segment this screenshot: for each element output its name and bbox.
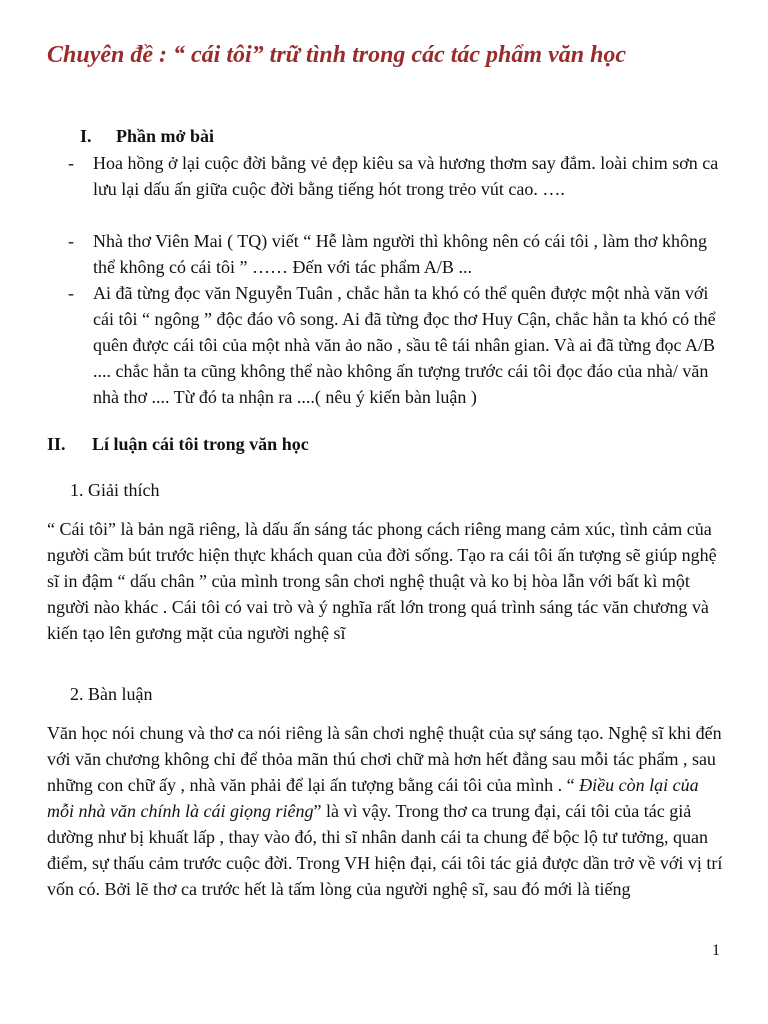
subsection-1-label: 1. Giải thích — [70, 480, 160, 500]
bullet-item-3: Ai đã từng đọc văn Nguyễn Tuân , chắc hẳn ta khó có thể quên được một nhà văn với cái tôi “ ngông ” độc đáo vô song. Ai đã từng đọc thơ Huy Cận, chắc hẳn ta khó có thể quên được cái tôi của một nhà văn ảo não , sầu tê tái nhân gian. Và ai đã từng đọc A/B .... chắc hẳn ta cũng không thể nào không ấn tượng trước cái tôi đọc đáo của nhà/ văn nhà thơ .... Từ đó ta nhận ra ....( nêu ý kiến bàn luận ) — [93, 283, 716, 407]
paragraph-text-a: Văn học nói chung và thơ ca nói riêng là sân chơi nghệ thuật của sự sáng tạo. Nghệ sĩ khi đến với văn chương không chỉ để thỏa mãn thú chơi chữ mà hơn hết đẳng sau mỗi tác phẩm , sau những con chữ ấy , nhà văn phải để lại ấn tượng bằng cái tôi của mình . “ — [47, 723, 722, 795]
subsection-2-paragraph — [47, 720, 727, 902]
page-number: 1 — [712, 942, 720, 959]
subsection-1-paragraph: “ Cái tôi” là bản ngã riêng, là dấu ấn sáng tác phong cách riêng mang cảm xúc, tình cảm của người cầm bút trước hiện thực khách quan của đời sống. Tạo ra cái tôi ấn tượng sẽ giúp nghệ sĩ in đậm “ dấu chân ” của mình trong sân chơi nghệ thuật và ko bị hòa lẫn với bất kì một người nào khác . Cái tôi có vai trò và ý nghĩa rất lớn trong quá trình sáng tác văn chương và kiến tạo lên gương mặt của người nghệ sĩ — [47, 519, 717, 643]
paragraph-text-b: ” là vì vậy. Trong thơ ca trung đại, cái tôi của tác giả dường như bị khuất lấp , thay vào đó, thi sĩ nhân danh cái ta chung để bộc lộ tư tưởng, quan điểm, sự thấu cảm trước cuộc đời. Trong VH hiện đại, cái tôi tác giả được dần trở về với vị trí vốn có. Bởi lẽ thơ ca trước hết là tấm lòng của người nghệ sĩ, sau đó mới là tiếng — [47, 801, 723, 899]
section-1-title: Phần mở bài — [116, 126, 214, 146]
section-2-number: II. — [47, 434, 66, 454]
bullet-item-1: Hoa hồng ở lại cuộc đời bằng vẻ đẹp kiêu sa và hương thơm say đắm. loài chim sơn ca lưu lại dấu ấn giữa cuộc đời bằng tiếng hót trong trẻo vút cao. …. — [93, 153, 719, 199]
subsection-2-label: 2. Bàn luận — [70, 684, 153, 704]
quoted-phrase: Điều còn lại của mỗi nhà văn chính là cái giọng riêng — [47, 775, 699, 821]
section-2-title: Lí luận cái tôi trong văn học — [92, 434, 309, 454]
page-title: Chuyên đề : “ cái tôi” trữ tình trong các tác phẩm văn học — [47, 42, 627, 68]
bullet-dash: - — [68, 231, 74, 251]
section-2-heading — [47, 434, 309, 455]
section-1-heading — [80, 126, 214, 147]
section-1-number: I. — [80, 126, 92, 146]
bullet-dash: - — [68, 283, 74, 303]
bullet-dash: - — [68, 153, 74, 173]
bullet-item-2: Nhà thơ Viên Mai ( TQ) viết “ Hễ làm người thì không nên có cái tôi , làm thơ không thể không có cái tôi ” …… Đến với tác phẩm A/B ... — [93, 231, 707, 277]
